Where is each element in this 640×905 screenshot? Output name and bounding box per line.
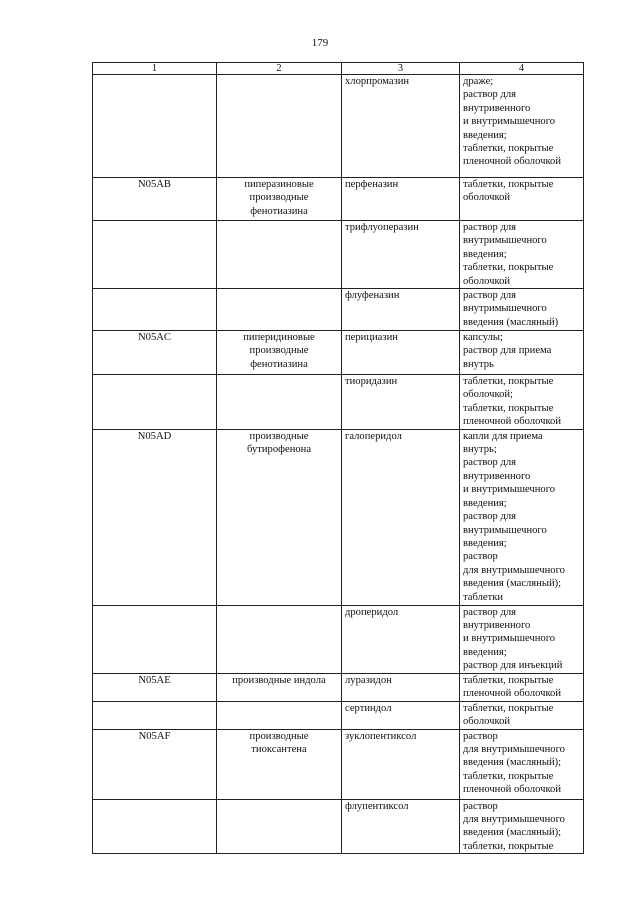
- dosage-form-line: введения (масляный);: [463, 757, 562, 769]
- dosage-form-line: внутримышечного: [463, 303, 547, 315]
- drug-name-cell: флупентиксол: [342, 799, 460, 854]
- group-cell: [217, 701, 342, 729]
- group-cell: [217, 289, 342, 331]
- dosage-form-line: раствор для: [463, 606, 517, 618]
- group-line: производные: [249, 192, 309, 204]
- page-number: 179: [311, 37, 329, 49]
- dosage-form-line: внутривенного: [463, 620, 531, 632]
- table-row: [93, 221, 584, 289]
- dosage-form-line: оболочкой;: [463, 389, 513, 401]
- dosage-form-line: таблетки, покрытые: [463, 840, 554, 852]
- dosage-forms-cell: [460, 289, 584, 331]
- dosage-form-line: таблетки, покрытые: [463, 770, 554, 782]
- dosage-form-line: внутривенного: [463, 102, 531, 114]
- group-line: фенотиазина: [250, 205, 308, 217]
- dosage-form-line: внутрь: [463, 358, 494, 370]
- table-row: [93, 429, 584, 605]
- atc-code-cell: [93, 289, 217, 331]
- dosage-form-line: пленочной оболочкой: [463, 156, 562, 168]
- dosage-form-line: раствор для приема: [463, 345, 552, 357]
- dosage-form-line: и внутримышечного: [463, 484, 556, 496]
- column-header-2: 2: [217, 63, 342, 75]
- group-line: производные: [249, 430, 309, 442]
- dosage-form-line: введения;: [463, 537, 507, 549]
- table-row: [93, 799, 584, 854]
- dosage-form-line: для внутримышечного: [463, 743, 565, 755]
- table-row: [93, 75, 584, 178]
- table-row: [93, 331, 584, 375]
- table-row: [93, 729, 584, 799]
- dosage-form-line: драже;: [463, 76, 494, 87]
- dosage-forms-cell: [460, 605, 584, 673]
- table-row: [93, 178, 584, 221]
- dosage-form-line: введения (масляный);: [463, 827, 562, 839]
- column-header-4: 4: [460, 63, 584, 75]
- dosage-form-line: внутривенного: [463, 470, 531, 482]
- dosage-form-line: оболочкой: [463, 192, 511, 204]
- dosage-form-line: введения;: [463, 129, 507, 141]
- drug-classification-table: [92, 62, 584, 854]
- group-cell: [217, 221, 342, 289]
- group-cell: [217, 75, 342, 178]
- atc-code-cell: [93, 605, 217, 673]
- drug-name-cell: флуфеназин: [342, 289, 460, 331]
- group-line: тиоксантена: [251, 743, 307, 755]
- atc-code-cell: [93, 375, 217, 430]
- group-cell: [217, 331, 342, 375]
- group-cell: [217, 605, 342, 673]
- drug-name-cell: хлорпромазин: [342, 75, 460, 178]
- group-cell: [217, 729, 342, 799]
- table-row: [93, 289, 584, 331]
- dosage-form-line: введения (масляный);: [463, 578, 562, 590]
- group-cell: [217, 178, 342, 221]
- group-cell: [217, 375, 342, 430]
- group-line: пиперидиновые: [243, 332, 315, 344]
- drug-name-cell: трифлуоперазин: [342, 221, 460, 289]
- dosage-form-line: для внутримышечного: [463, 564, 565, 576]
- drug-name-cell: луразидон: [342, 673, 460, 701]
- dosage-form-line: оболочкой: [463, 715, 511, 727]
- table-body: [93, 75, 584, 854]
- dosage-form-line: таблетки, покрытые: [463, 702, 554, 714]
- dosage-form-line: и внутримышечного: [463, 633, 556, 645]
- drug-name-cell: галоперидол: [342, 429, 460, 605]
- dosage-form-line: раствор для: [463, 222, 517, 233]
- atc-code-cell: N05AB: [93, 178, 217, 221]
- drug-name-cell: тиоридазин: [342, 375, 460, 430]
- dosage-form-line: внутрь;: [463, 444, 497, 456]
- dosage-form-line: раствор для: [463, 511, 517, 523]
- dosage-form-line: таблетки, покрытые: [463, 402, 554, 414]
- dosage-form-line: раствор для инъекций: [463, 660, 563, 672]
- group-line: бутирофенона: [246, 444, 312, 456]
- dosage-form-line: оболочкой: [463, 275, 511, 287]
- dosage-form-line: раствор: [463, 800, 498, 812]
- dosage-form-line: внутримышечного: [463, 235, 547, 247]
- atc-code-cell: [93, 221, 217, 289]
- dosage-form-line: введения;: [463, 248, 507, 260]
- dosage-form-line: введения;: [463, 497, 507, 509]
- header-row: [93, 63, 584, 75]
- column-header-1: 1: [93, 63, 217, 75]
- dosage-form-line: таблетки, покрытые: [463, 179, 554, 190]
- dosage-forms-cell: [460, 701, 584, 729]
- dosage-form-line: раствор для: [463, 457, 517, 469]
- dosage-form-line: таблетки, покрытые: [463, 674, 554, 686]
- atc-code-cell: [93, 701, 217, 729]
- drug-name-cell: сертиндол: [342, 701, 460, 729]
- dosage-forms-cell: [460, 75, 584, 178]
- atc-code-cell: N05AD: [93, 429, 217, 605]
- drug-name-cell: перфеназин: [342, 178, 460, 221]
- dosage-forms-cell: [460, 729, 584, 799]
- dosage-forms-cell: [460, 221, 584, 289]
- table-row: [93, 605, 584, 673]
- group-line: производные: [249, 345, 309, 357]
- dosage-form-line: внутримышечного: [463, 524, 547, 536]
- dosage-form-line: раствор: [463, 730, 498, 742]
- drug-name-cell: перициазин: [342, 331, 460, 375]
- dosage-form-line: таблетки: [463, 591, 504, 603]
- dosage-form-line: таблетки, покрытые: [463, 376, 554, 388]
- dosage-forms-cell: [460, 178, 584, 221]
- dosage-form-line: для внутримышечного: [463, 813, 565, 825]
- atc-code-cell: [93, 75, 217, 178]
- dosage-form-line: введения (масляный): [463, 316, 559, 328]
- group-line: фенотиазина: [250, 358, 308, 370]
- dosage-form-line: и внутримышечного: [463, 116, 556, 128]
- table-row: [93, 375, 584, 430]
- dosage-forms-cell: [460, 331, 584, 375]
- dosage-form-line: введения;: [463, 646, 507, 658]
- table-row: [93, 701, 584, 729]
- atc-code-cell: N05AF: [93, 729, 217, 799]
- dosage-form-line: капсулы;: [463, 332, 503, 344]
- column-header-3: 3: [342, 63, 460, 75]
- dosage-form-line: таблетки, покрытые: [463, 143, 554, 155]
- atc-code-cell: N05AC: [93, 331, 217, 375]
- group-cell: [217, 673, 342, 701]
- dosage-forms-cell: [460, 375, 584, 430]
- dosage-forms-cell: [460, 429, 584, 605]
- table-row: [93, 673, 584, 701]
- dosage-form-line: таблетки, покрытые: [463, 262, 554, 274]
- atc-code-cell: N05AE: [93, 673, 217, 701]
- dosage-form-line: раствор: [463, 551, 498, 563]
- dosage-forms-cell: [460, 673, 584, 701]
- drug-name-cell: зуклопентиксол: [342, 729, 460, 799]
- group-line: пиперазиновые: [244, 179, 314, 190]
- dosage-form-line: раствор для: [463, 89, 517, 101]
- dosage-forms-cell: [460, 799, 584, 854]
- group-cell: [217, 799, 342, 854]
- dosage-form-line: пленочной оболочкой: [463, 784, 562, 796]
- dosage-form-line: капли для приема: [463, 430, 543, 442]
- drug-name-cell: дроперидол: [342, 605, 460, 673]
- group-line: производные: [249, 730, 309, 742]
- dosage-form-line: раствор для: [463, 290, 517, 302]
- atc-code-cell: [93, 799, 217, 854]
- dosage-form-line: пленочной оболочкой: [463, 688, 562, 700]
- dosage-form-line: пленочной оболочкой: [463, 416, 562, 428]
- group-line: производные индола: [232, 674, 326, 686]
- group-cell: [217, 429, 342, 605]
